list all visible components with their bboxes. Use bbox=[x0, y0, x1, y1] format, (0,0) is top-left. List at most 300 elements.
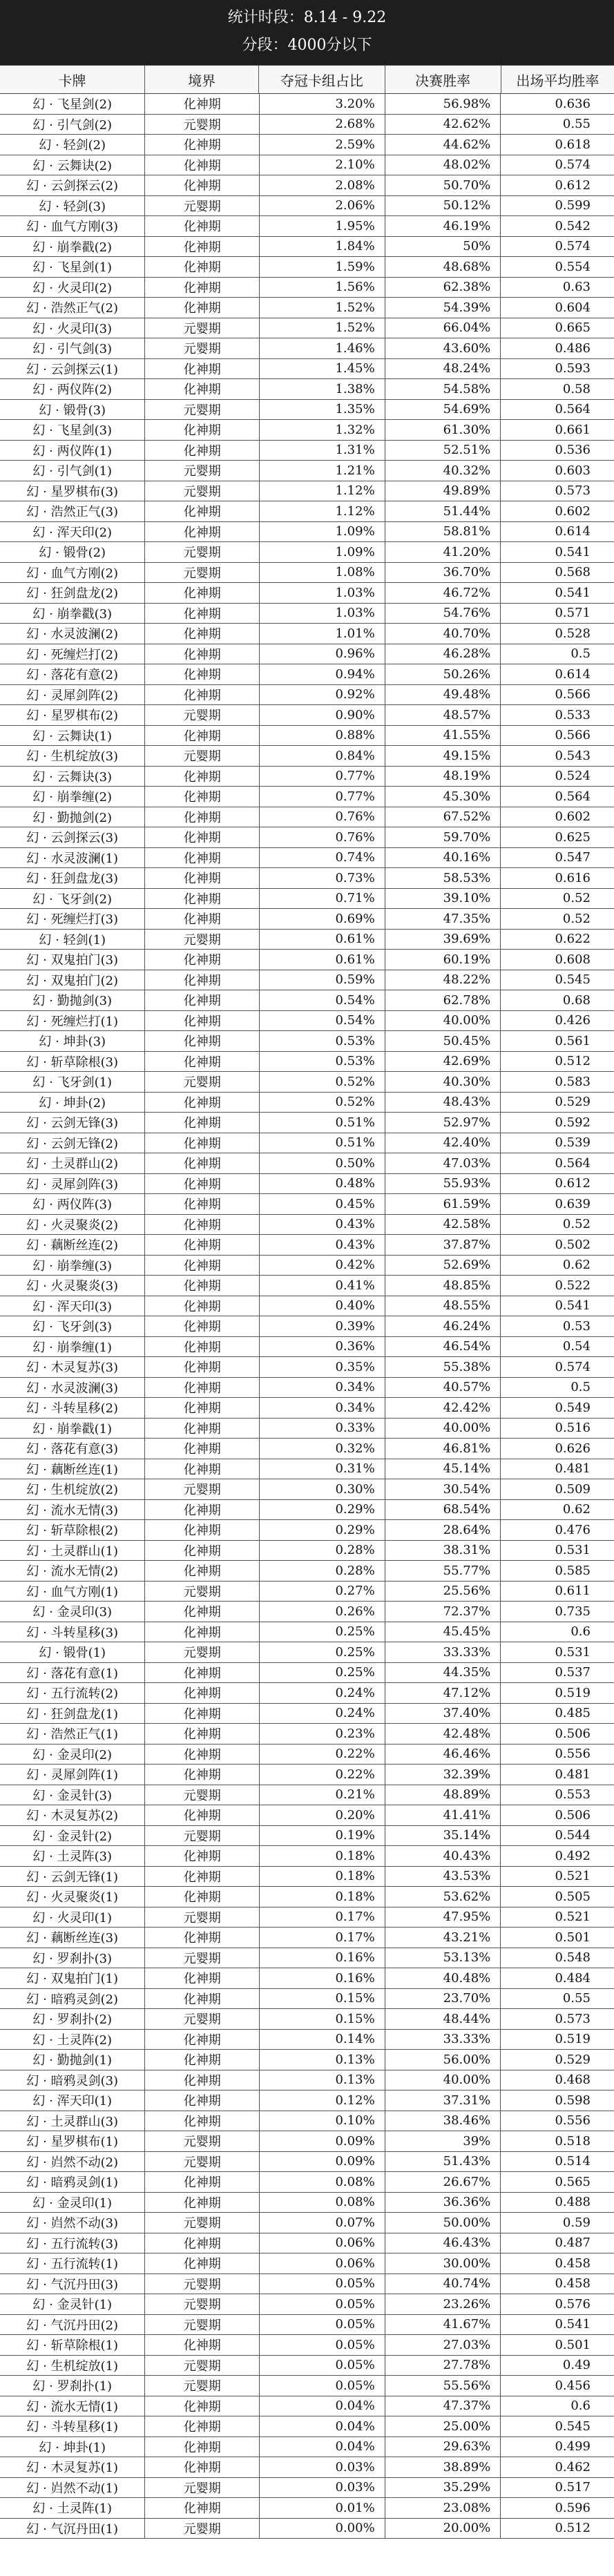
cell-final-winrate: 46.81% bbox=[385, 1439, 501, 1459]
cell-final-winrate: 67.52% bbox=[385, 807, 501, 827]
table-row[interactable] bbox=[0, 990, 614, 1011]
table-row[interactable] bbox=[0, 1011, 614, 1032]
cell-avg-winrate: 0.556 bbox=[555, 1747, 591, 1762]
table-row[interactable] bbox=[0, 175, 614, 196]
table-row[interactable] bbox=[0, 726, 614, 747]
cell-realm: 化神期 bbox=[145, 644, 260, 664]
cell-champion-share: 0.54% bbox=[260, 990, 385, 1010]
cell-champion-share: 0.04% bbox=[260, 2416, 385, 2436]
cell-final-winrate: 48.43% bbox=[385, 1093, 501, 1113]
cell-card: 幻 · 生机绽放(2) bbox=[0, 1479, 145, 1499]
cell-avg-winrate: 0.541 bbox=[555, 2317, 591, 2332]
cell-card: 幻 · 狂剑盘龙(1) bbox=[0, 1704, 145, 1724]
cell-final-winrate: 40.00% bbox=[385, 2070, 501, 2090]
table-row[interactable] bbox=[0, 298, 614, 318]
table-row[interactable] bbox=[0, 441, 614, 461]
cell-card: 幻 · 气沉丹田(3) bbox=[0, 2274, 145, 2294]
cell-final-winrate: 60.19% bbox=[385, 950, 501, 970]
cell-champion-share: 0.76% bbox=[260, 827, 385, 847]
cell-realm: 元婴期 bbox=[145, 1072, 260, 1092]
cell-realm: 化神期 bbox=[145, 2172, 260, 2192]
cell-avg-winrate: 0.576 bbox=[555, 2296, 591, 2311]
table-row[interactable] bbox=[0, 1520, 614, 1541]
cell-champion-share: 0.36% bbox=[260, 1337, 385, 1357]
table-row[interactable] bbox=[0, 237, 614, 258]
cell-final-winrate: 30.54% bbox=[385, 1479, 501, 1499]
cell-realm: 化神期 bbox=[145, 624, 260, 644]
table-row[interactable] bbox=[0, 2152, 614, 2173]
table-row[interactable] bbox=[0, 624, 614, 644]
table-row[interactable] bbox=[0, 2131, 614, 2152]
cell-champion-share: 0.76% bbox=[260, 807, 385, 827]
table-row[interactable] bbox=[0, 827, 614, 848]
cell-avg-winrate: 0.537 bbox=[555, 1665, 591, 1680]
cell-final-winrate: 48.44% bbox=[385, 2009, 501, 2029]
cell-final-winrate: 36.70% bbox=[385, 563, 501, 583]
table-row[interactable] bbox=[0, 685, 614, 706]
cell-card: 幻 · 金灵印(2) bbox=[0, 1744, 145, 1765]
table-row[interactable] bbox=[0, 767, 614, 787]
cell-realm: 化神期 bbox=[145, 2050, 260, 2070]
table-row[interactable] bbox=[0, 1153, 614, 1174]
table-row[interactable] bbox=[0, 1968, 614, 1989]
table-row[interactable] bbox=[0, 379, 614, 400]
table-row[interactable] bbox=[0, 2172, 614, 2193]
cell-champion-share: 0.05% bbox=[260, 2315, 385, 2335]
cell-champion-share: 1.35% bbox=[260, 400, 385, 420]
cell-avg-winrate: 0.614 bbox=[555, 666, 591, 682]
table-row[interactable] bbox=[0, 481, 614, 502]
cell-realm: 化神期 bbox=[145, 1805, 260, 1825]
table-row[interactable] bbox=[0, 420, 614, 441]
table-row[interactable] bbox=[0, 746, 614, 767]
cell-avg-winrate: 0.599 bbox=[555, 198, 591, 213]
cell-realm: 化神期 bbox=[145, 1011, 260, 1031]
cell-realm: 化神期 bbox=[145, 278, 260, 298]
table-row[interactable] bbox=[0, 2437, 614, 2458]
cell-card: 幻 · 云剑无锋(2) bbox=[0, 1133, 145, 1153]
cell-final-winrate: 26.67% bbox=[385, 2172, 501, 2192]
cell-final-winrate: 54.69% bbox=[385, 400, 501, 420]
table-row[interactable] bbox=[0, 1378, 614, 1398]
cell-avg-winrate: 0.566 bbox=[555, 728, 591, 743]
cell-card: 幻 · 罗刹扑(3) bbox=[0, 1948, 145, 1968]
cell-card: 幻 · 双鬼拍门(3) bbox=[0, 950, 145, 970]
cell-card: 幻 · 星罗棋布(3) bbox=[0, 481, 145, 501]
table-row[interactable] bbox=[0, 1989, 614, 2010]
table-row[interactable] bbox=[0, 155, 614, 176]
cell-realm: 化神期 bbox=[145, 583, 260, 603]
table-row[interactable] bbox=[0, 400, 614, 421]
table-row[interactable] bbox=[0, 705, 614, 726]
table-row[interactable] bbox=[0, 563, 614, 584]
table-row[interactable] bbox=[0, 1357, 614, 1378]
cell-champion-share: 1.84% bbox=[260, 237, 385, 257]
cell-avg-winrate: 0.592 bbox=[555, 1115, 591, 1130]
cell-champion-share: 0.09% bbox=[260, 2131, 385, 2151]
table-row[interactable] bbox=[0, 2009, 614, 2030]
cell-realm: 化神期 bbox=[145, 298, 260, 318]
table-row[interactable] bbox=[0, 583, 614, 604]
table-row[interactable] bbox=[0, 2457, 614, 2478]
cell-final-winrate: 25.00% bbox=[385, 2416, 501, 2436]
cell-realm: 元婴期 bbox=[145, 1826, 260, 1846]
cell-avg-winrate: 0.512 bbox=[555, 2521, 591, 2536]
cell-avg-winrate: 0.665 bbox=[555, 320, 591, 336]
table-row[interactable] bbox=[0, 359, 614, 380]
cell-champion-share: 0.04% bbox=[260, 2437, 385, 2457]
cell-final-winrate: 41.67% bbox=[385, 2315, 501, 2335]
table-row[interactable] bbox=[0, 930, 614, 950]
cell-champion-share: 0.73% bbox=[260, 868, 385, 888]
cell-avg-winrate: 0.608 bbox=[555, 952, 591, 967]
table-row[interactable] bbox=[0, 1093, 614, 1113]
col-card[interactable]: 卡牌 bbox=[0, 66, 145, 93]
table-row[interactable] bbox=[0, 1174, 614, 1195]
cell-card: 幻 · 两仪阵(1) bbox=[0, 441, 145, 461]
cell-card: 幻 · 锻骨(3) bbox=[0, 400, 145, 420]
cell-avg-winrate: 0.612 bbox=[555, 177, 591, 193]
table-row[interactable] bbox=[0, 1500, 614, 1521]
table-row[interactable] bbox=[0, 461, 614, 481]
table-row[interactable] bbox=[0, 2294, 614, 2315]
cell-avg-winrate: 0.616 bbox=[555, 870, 591, 885]
table-row[interactable] bbox=[0, 1907, 614, 1928]
cell-champion-share: 0.03% bbox=[260, 2457, 385, 2477]
table-row[interactable] bbox=[0, 787, 614, 807]
cell-card: 幻 · 生机绽放(1) bbox=[0, 2356, 145, 2376]
cell-final-winrate: 39.69% bbox=[385, 930, 501, 950]
cell-realm: 化神期 bbox=[145, 1153, 260, 1173]
cell-realm: 化神期 bbox=[145, 1989, 260, 2009]
cell-avg-winrate: 0.462 bbox=[555, 2459, 591, 2474]
cell-final-winrate: 40.30% bbox=[385, 1072, 501, 1092]
table-row[interactable] bbox=[0, 1724, 614, 1744]
cell-final-winrate: 33.33% bbox=[385, 2030, 501, 2050]
table-row[interactable] bbox=[0, 1928, 614, 1948]
cell-final-winrate: 37.40% bbox=[385, 1704, 501, 1724]
table-row[interactable] bbox=[0, 1561, 614, 1582]
cell-realm: 元婴期 bbox=[145, 930, 260, 950]
cell-card: 幻 · 飞牙剑(1) bbox=[0, 1072, 145, 1092]
table-row[interactable] bbox=[0, 1256, 614, 1276]
cell-card: 幻 · 两仪阵(3) bbox=[0, 1194, 145, 1214]
cell-card: 幻 · 崩拳缠(3) bbox=[0, 1256, 145, 1276]
cell-avg-winrate: 0.506 bbox=[555, 1726, 591, 1741]
cell-champion-share: 2.68% bbox=[260, 115, 385, 135]
table-row[interactable] bbox=[0, 1683, 614, 1704]
table-row[interactable] bbox=[0, 1602, 614, 1622]
cell-champion-share: 1.21% bbox=[260, 461, 385, 481]
cell-final-winrate: 40.32% bbox=[385, 461, 501, 481]
cell-card: 幻 · 斩草除根(2) bbox=[0, 1520, 145, 1540]
cell-final-winrate: 35.14% bbox=[385, 1826, 501, 1846]
cell-champion-share: 0.10% bbox=[260, 2111, 385, 2131]
cell-avg-winrate: 0.529 bbox=[555, 1095, 591, 1110]
table-row[interactable] bbox=[0, 1398, 614, 1419]
table-row[interactable] bbox=[0, 889, 614, 910]
table-row[interactable] bbox=[0, 1337, 614, 1358]
table-row[interactable] bbox=[0, 1133, 614, 1154]
cell-realm: 元婴期 bbox=[145, 481, 260, 501]
table-row[interactable] bbox=[0, 1031, 614, 1052]
cell-realm: 元婴期 bbox=[145, 1479, 260, 1499]
table-row[interactable] bbox=[0, 1479, 614, 1500]
col-avg-winrate[interactable]: 出场平均胜率 bbox=[516, 72, 599, 89]
cell-card: 幻 · 飞星剑(2) bbox=[0, 94, 145, 114]
table-row[interactable] bbox=[0, 2233, 614, 2254]
cell-champion-share: 0.16% bbox=[260, 1948, 385, 1968]
table-row[interactable] bbox=[0, 1826, 614, 1847]
cell-champion-share: 0.05% bbox=[260, 2356, 385, 2376]
cell-final-winrate: 62.38% bbox=[385, 278, 501, 298]
table-row[interactable] bbox=[0, 1296, 614, 1317]
cell-card: 幻 · 星罗棋布(2) bbox=[0, 705, 145, 725]
cell-realm: 元婴期 bbox=[145, 461, 260, 481]
table-row[interactable] bbox=[0, 807, 614, 828]
cell-avg-winrate: 0.53 bbox=[562, 1318, 591, 1334]
table-row[interactable] bbox=[0, 1419, 614, 1439]
cell-realm: 化神期 bbox=[145, 685, 260, 705]
cell-card: 幻 · 岿然不动(3) bbox=[0, 2213, 145, 2233]
cell-avg-winrate: 0.63 bbox=[562, 280, 591, 295]
table-row[interactable] bbox=[0, 2519, 614, 2539]
cell-final-winrate: 33.33% bbox=[385, 1642, 501, 1662]
cell-final-winrate: 58.81% bbox=[385, 522, 501, 542]
cell-champion-share: 0.90% bbox=[260, 705, 385, 725]
cell-avg-winrate: 0.554 bbox=[555, 259, 591, 274]
cell-champion-share: 0.77% bbox=[260, 787, 385, 807]
cell-avg-winrate: 0.62 bbox=[562, 1258, 591, 1273]
cell-realm: 化神期 bbox=[145, 2111, 260, 2131]
table-row[interactable] bbox=[0, 1622, 614, 1643]
cell-champion-share: 1.31% bbox=[260, 441, 385, 461]
cell-realm: 化神期 bbox=[145, 135, 260, 155]
table-row[interactable] bbox=[0, 2396, 614, 2417]
table-row[interactable] bbox=[0, 1805, 614, 1826]
table-row[interactable] bbox=[0, 2335, 614, 2356]
cell-card: 幻 · 崩拳缠(2) bbox=[0, 787, 145, 807]
cell-champion-share: 1.59% bbox=[260, 257, 385, 277]
cell-champion-share: 1.03% bbox=[260, 604, 385, 624]
cell-realm: 化神期 bbox=[145, 990, 260, 1010]
cell-avg-winrate: 0.625 bbox=[555, 829, 591, 845]
cell-realm: 元婴期 bbox=[145, 2009, 260, 2029]
table-row[interactable] bbox=[0, 1459, 614, 1480]
cell-card: 幻 · 木灵复苏(3) bbox=[0, 1357, 145, 1377]
cell-card: 幻 · 土灵阵(1) bbox=[0, 2498, 145, 2518]
table-row[interactable] bbox=[0, 909, 614, 930]
cell-realm: 化神期 bbox=[145, 1968, 260, 1988]
table-row[interactable] bbox=[0, 2356, 614, 2376]
table-row[interactable] bbox=[0, 868, 614, 889]
cell-realm: 化神期 bbox=[145, 1683, 260, 1703]
table-row[interactable] bbox=[0, 1704, 614, 1724]
table-row[interactable] bbox=[0, 2376, 614, 2396]
cell-realm: 化神期 bbox=[145, 1928, 260, 1948]
cell-champion-share: 0.04% bbox=[260, 2396, 385, 2416]
table-row[interactable] bbox=[0, 2090, 614, 2111]
cell-champion-share: 0.17% bbox=[260, 1928, 385, 1948]
cell-final-winrate: 55.56% bbox=[385, 2376, 501, 2396]
cell-card: 幻 · 云剑无锋(1) bbox=[0, 1867, 145, 1887]
cell-avg-winrate: 0.529 bbox=[555, 2052, 591, 2067]
cell-avg-winrate: 0.49 bbox=[562, 2358, 591, 2373]
table-row[interactable] bbox=[0, 1948, 614, 1969]
cell-champion-share: 0.05% bbox=[260, 2376, 385, 2396]
table-row[interactable] bbox=[0, 1276, 614, 1296]
cell-champion-share: 0.15% bbox=[260, 1989, 385, 2009]
cell-avg-winrate: 0.573 bbox=[555, 2011, 591, 2026]
cell-realm: 元婴期 bbox=[145, 1948, 260, 1968]
cell-avg-winrate: 0.481 bbox=[555, 1461, 591, 1477]
cell-final-winrate: 43.60% bbox=[385, 338, 501, 358]
table-row[interactable] bbox=[0, 338, 614, 359]
table-row[interactable] bbox=[0, 2193, 614, 2213]
table-row[interactable] bbox=[0, 1642, 614, 1663]
table-row[interactable] bbox=[0, 94, 614, 115]
table-row[interactable] bbox=[0, 1867, 614, 1887]
table-row[interactable] bbox=[0, 1072, 614, 1093]
cell-card: 幻 · 土灵阵(2) bbox=[0, 2030, 145, 2050]
cell-avg-winrate: 0.565 bbox=[555, 2174, 591, 2189]
table-row[interactable] bbox=[0, 2030, 614, 2050]
table-row[interactable] bbox=[0, 501, 614, 522]
table-row[interactable] bbox=[0, 1541, 614, 1561]
cell-card: 幻 · 坤卦(3) bbox=[0, 1031, 145, 1051]
cell-champion-share: 0.48% bbox=[260, 1174, 385, 1194]
table-row[interactable] bbox=[0, 278, 614, 298]
table-row[interactable] bbox=[0, 522, 614, 543]
cell-final-winrate: 55.38% bbox=[385, 1357, 501, 1377]
cell-avg-winrate: 0.571 bbox=[555, 606, 591, 621]
table-row[interactable] bbox=[0, 2213, 614, 2233]
table-row[interactable] bbox=[0, 1663, 614, 1684]
table-row[interactable] bbox=[0, 848, 614, 869]
table-row[interactable] bbox=[0, 2478, 614, 2499]
cell-champion-share: 0.09% bbox=[260, 2152, 385, 2172]
cell-final-winrate: 45.30% bbox=[385, 787, 501, 807]
col-realm[interactable]: 境界 bbox=[145, 66, 259, 93]
cell-avg-winrate: 0.574 bbox=[555, 1359, 591, 1374]
cell-champion-share: 0.50% bbox=[260, 1153, 385, 1173]
col-final-winrate[interactable]: 决赛胜率 bbox=[385, 66, 501, 93]
cell-avg-winrate: 0.68 bbox=[562, 992, 591, 1008]
cell-champion-share: 0.25% bbox=[260, 1663, 385, 1683]
table-row[interactable] bbox=[0, 115, 614, 135]
cell-final-winrate: 27.78% bbox=[385, 2356, 501, 2376]
table-row[interactable] bbox=[0, 2498, 614, 2519]
table-row[interactable] bbox=[0, 1194, 614, 1215]
cell-card: 幻 · 斗转星移(3) bbox=[0, 1622, 145, 1642]
table-row[interactable] bbox=[0, 1765, 614, 1785]
table-row[interactable] bbox=[0, 1215, 614, 1236]
table-row[interactable] bbox=[0, 1887, 614, 1907]
table-row[interactable] bbox=[0, 1744, 614, 1765]
cell-champion-share: 0.84% bbox=[260, 746, 385, 766]
table-row[interactable] bbox=[0, 1439, 614, 1459]
table-row[interactable] bbox=[0, 1582, 614, 1602]
cell-champion-share: 0.43% bbox=[260, 1215, 385, 1235]
table-row[interactable] bbox=[0, 1316, 614, 1337]
cell-champion-share: 0.77% bbox=[260, 767, 385, 787]
cell-avg-winrate: 0.549 bbox=[555, 1400, 591, 1415]
table-row[interactable] bbox=[0, 1235, 614, 1256]
cell-champion-share: 2.10% bbox=[260, 155, 385, 175]
cell-realm: 化神期 bbox=[145, 1459, 260, 1479]
table-row[interactable] bbox=[0, 542, 614, 563]
cell-card: 幻 · 岿然不动(2) bbox=[0, 2152, 145, 2172]
cell-avg-winrate: 0.501 bbox=[555, 2337, 591, 2352]
cell-realm: 化神期 bbox=[145, 950, 260, 970]
cell-card: 幻 · 死缠烂打(3) bbox=[0, 909, 145, 929]
cell-avg-winrate: 0.55 bbox=[562, 1991, 591, 2006]
table-row[interactable] bbox=[0, 1846, 614, 1867]
table-row[interactable] bbox=[0, 2253, 614, 2274]
table-row[interactable] bbox=[0, 2111, 614, 2132]
cell-realm: 化神期 bbox=[145, 175, 260, 195]
table-row[interactable] bbox=[0, 2050, 614, 2070]
cell-realm: 化神期 bbox=[145, 807, 260, 827]
table-row[interactable] bbox=[0, 644, 614, 665]
cell-card: 幻 · 引气剑(3) bbox=[0, 338, 145, 358]
table-body bbox=[0, 94, 614, 2539]
cell-champion-share: 0.29% bbox=[260, 1500, 385, 1520]
cell-champion-share: 0.24% bbox=[260, 1683, 385, 1703]
table-row[interactable] bbox=[0, 2315, 614, 2336]
cell-avg-winrate: 0.524 bbox=[555, 769, 591, 784]
cell-realm: 化神期 bbox=[145, 1235, 260, 1255]
table-row[interactable] bbox=[0, 950, 614, 970]
cell-avg-winrate: 0.547 bbox=[555, 850, 591, 865]
cell-avg-winrate: 0.514 bbox=[555, 2154, 591, 2169]
cell-card: 幻 · 火灵印(3) bbox=[0, 318, 145, 338]
table-row[interactable] bbox=[0, 2070, 614, 2091]
table-row[interactable] bbox=[0, 2416, 614, 2437]
table-row[interactable] bbox=[0, 1113, 614, 1133]
cell-avg-winrate: 0.539 bbox=[555, 1135, 591, 1151]
table-row[interactable] bbox=[0, 196, 614, 217]
cell-avg-winrate: 0.626 bbox=[555, 1441, 591, 1456]
table-row[interactable] bbox=[0, 970, 614, 991]
cell-card: 幻 · 金灵印(3) bbox=[0, 1602, 145, 1622]
cell-champion-share: 0.15% bbox=[260, 2009, 385, 2029]
cell-card: 幻 · 落花有意(3) bbox=[0, 1439, 145, 1459]
table-row[interactable] bbox=[0, 1785, 614, 1806]
table-row[interactable] bbox=[0, 664, 614, 685]
cell-realm: 化神期 bbox=[145, 2253, 260, 2274]
cell-final-winrate: 42.40% bbox=[385, 1133, 501, 1153]
cell-final-winrate: 41.20% bbox=[385, 542, 501, 562]
cell-final-winrate: 50.45% bbox=[385, 1031, 501, 1051]
table-row[interactable] bbox=[0, 135, 614, 155]
cell-champion-share: 0.28% bbox=[260, 1541, 385, 1561]
table-row[interactable] bbox=[0, 318, 614, 339]
table-row[interactable] bbox=[0, 216, 614, 237]
cell-realm: 化神期 bbox=[145, 1867, 260, 1887]
cell-final-winrate: 25.56% bbox=[385, 1582, 501, 1602]
table-row[interactable] bbox=[0, 604, 614, 624]
cell-realm: 化神期 bbox=[145, 1174, 260, 1194]
table-row[interactable] bbox=[0, 1052, 614, 1073]
cell-avg-winrate: 0.6 bbox=[570, 1624, 591, 1640]
cell-realm: 元婴期 bbox=[145, 318, 260, 338]
cell-champion-share: 0.06% bbox=[260, 2253, 385, 2274]
col-champion-share[interactable]: 夺冠卡组占比 bbox=[259, 66, 385, 93]
table-row[interactable] bbox=[0, 2274, 614, 2295]
cell-realm: 化神期 bbox=[145, 604, 260, 624]
table-row[interactable] bbox=[0, 257, 614, 278]
